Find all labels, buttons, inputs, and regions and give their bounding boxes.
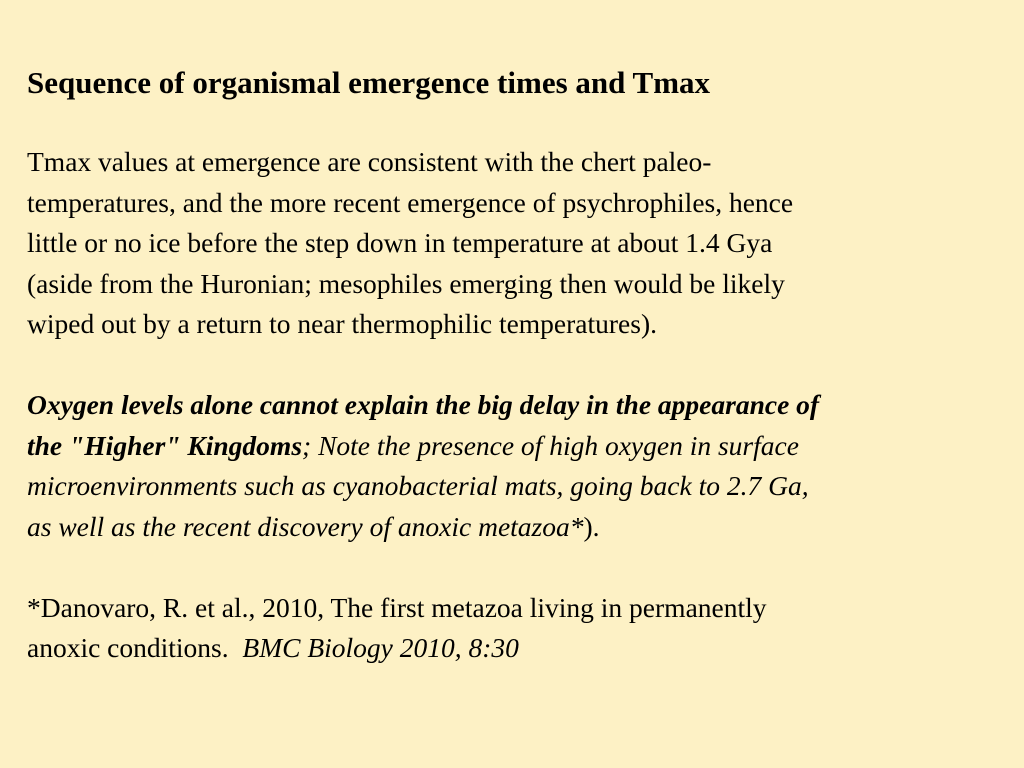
paragraph-tmax-line: temperatures, and the more recent emergence of psychrophiles, hence [27, 186, 794, 218]
paragraph-oxygen [27, 385, 1017, 547]
reference-journal: BMC Biology 2010, 8:30 [242, 632, 519, 663]
oxygen-note-close: ). [583, 510, 600, 542]
reference-citation [27, 588, 1017, 669]
slide-title: Sequence of organismal emergence times and Tmax [27, 65, 711, 100]
oxygen-emphasis-kingdoms: the "Higher" Kingdoms [27, 429, 303, 461]
reference-line-plain: anoxic conditions. [27, 632, 243, 663]
oxygen-note-line: microenvironments such as cyanobacterial mats, going back to 2.7 Ga, [27, 470, 809, 501]
reference-line: *Danovaro, R. et al., 2010, The first metazoa living in permanently [27, 591, 767, 623]
paragraph-tmax [27, 142, 1017, 345]
paragraph-tmax-line: wiped out by a return to near thermophilic temperatures). [27, 308, 657, 339]
paragraph-tmax-line: little or no ice before the step down in temperature at about 1.4 Gya [27, 227, 773, 258]
oxygen-emphasis-line: Oxygen levels alone cannot explain the big delay in the appearance of [27, 389, 820, 420]
oxygen-note-start: ; Note the presence of high oxygen in surface [302, 429, 799, 461]
paragraph-tmax-line: (aside from the Huronian; mesophiles emerging then would be likely [27, 267, 785, 299]
paragraph-tmax-line: Tmax values at emergence are consistent with the chert paleo- [27, 146, 712, 177]
slide-content [27, 62, 1017, 669]
oxygen-note-end: as well as the recent discovery of anoxic metazoa* [27, 510, 584, 542]
